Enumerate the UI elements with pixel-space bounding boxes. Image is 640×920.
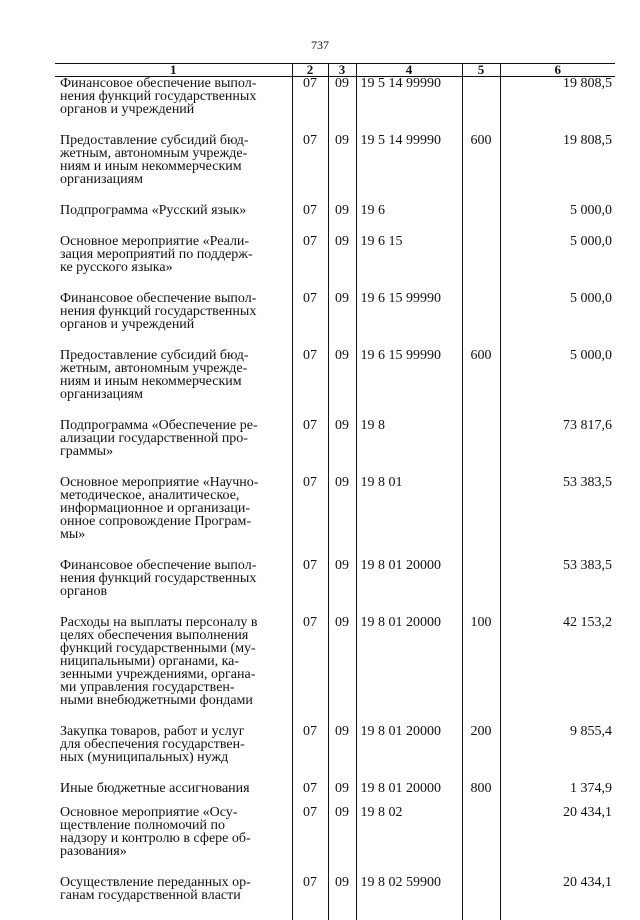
table-row xyxy=(55,419,615,476)
row-section-cell: 07 xyxy=(292,616,328,725)
header-col-5: 5 xyxy=(462,64,500,77)
row-name-cell: Финансовое обеспечение выпол- нения функций государственных органов и учреждений xyxy=(55,292,292,349)
row-subsection-cell: 09 xyxy=(328,806,356,876)
row-section-cell: 07 xyxy=(292,559,328,616)
row-expense-type-cell xyxy=(462,204,500,235)
row-expense-type-cell xyxy=(462,559,500,616)
row-expense-type-cell: 800 xyxy=(462,782,500,806)
row-subsection-cell: 09 xyxy=(328,77,356,135)
row-subsection-cell: 09 xyxy=(328,134,356,204)
table-row xyxy=(55,876,615,920)
row-target-code-cell: 19 8 xyxy=(356,419,462,476)
table-row xyxy=(55,476,615,559)
row-target-code-cell: 19 8 01 20000 xyxy=(356,782,462,806)
row-amount-cell: 73 817,6 xyxy=(500,419,615,476)
row-subsection-cell: 09 xyxy=(328,476,356,559)
row-expense-type-cell: 100 xyxy=(462,616,500,725)
row-section-cell: 07 xyxy=(292,204,328,235)
row-section-cell: 07 xyxy=(292,806,328,876)
row-target-code-cell: 19 8 01 20000 xyxy=(356,725,462,782)
row-amount-cell: 5 000,0 xyxy=(500,349,615,419)
table-row xyxy=(55,616,615,725)
row-target-code-cell: 19 8 01 xyxy=(356,476,462,559)
row-target-code-cell: 19 8 01 20000 xyxy=(356,616,462,725)
row-name-cell: Подпрограмма «Обеспечение ре- ализации государственной про- граммы» xyxy=(55,419,292,476)
row-name-cell: Основное мероприятие «Осу- ществление полномочий по надзору и контролю в сфере об- разования» xyxy=(55,806,292,876)
row-subsection-cell: 09 xyxy=(328,292,356,349)
table-row xyxy=(55,725,615,782)
row-name-cell: Расходы на выплаты персоналу в целях обеспечения выполнения функций государственными (му- ниципальными) органами, ка- зенными учреждениями, органа- ми управления государствен- ными внебюджетными фондами xyxy=(55,616,292,725)
row-subsection-cell: 09 xyxy=(328,235,356,292)
table-row xyxy=(55,134,615,204)
row-amount-cell: 19 808,5 xyxy=(500,134,615,204)
row-expense-type-cell xyxy=(462,235,500,292)
row-amount-cell: 19 808,5 xyxy=(500,77,615,135)
row-target-code-cell: 19 6 xyxy=(356,204,462,235)
row-name-cell: Подпрограмма «Русский язык» xyxy=(55,204,292,235)
row-expense-type-cell xyxy=(462,292,500,349)
row-subsection-cell: 09 xyxy=(328,616,356,725)
row-target-code-cell: 19 8 02 xyxy=(356,806,462,876)
row-target-code-cell: 19 5 14 99990 xyxy=(356,77,462,135)
row-amount-cell: 9 855,4 xyxy=(500,725,615,782)
row-amount-cell: 53 383,5 xyxy=(500,559,615,616)
row-expense-type-cell: 600 xyxy=(462,349,500,419)
row-name-cell: Иные бюджетные ассигнования xyxy=(55,782,292,806)
row-subsection-cell: 09 xyxy=(328,559,356,616)
row-amount-cell: 20 434,1 xyxy=(500,806,615,876)
row-section-cell: 07 xyxy=(292,292,328,349)
row-target-code-cell: 19 5 14 99990 xyxy=(356,134,462,204)
row-target-code-cell: 19 6 15 xyxy=(356,235,462,292)
header-col-6: 6 xyxy=(500,64,615,77)
row-target-code-cell: 19 8 01 20000 xyxy=(356,559,462,616)
header-col-3: 3 xyxy=(328,64,356,77)
table-row xyxy=(55,204,615,235)
page-number: 737 xyxy=(0,38,640,53)
row-target-code-cell: 19 8 02 59900 xyxy=(356,876,462,920)
table-row xyxy=(55,559,615,616)
row-expense-type-cell xyxy=(462,806,500,876)
row-expense-type-cell xyxy=(462,876,500,920)
row-expense-type-cell xyxy=(462,419,500,476)
row-amount-cell: 5 000,0 xyxy=(500,204,615,235)
row-expense-type-cell xyxy=(462,77,500,135)
table-row xyxy=(55,292,615,349)
table-row xyxy=(55,782,615,806)
row-name-cell: Основное мероприятие «Реали- зация мероприятий по поддерж- ке русского языка» xyxy=(55,235,292,292)
row-subsection-cell: 09 xyxy=(328,876,356,920)
row-section-cell: 07 xyxy=(292,134,328,204)
row-expense-type-cell: 200 xyxy=(462,725,500,782)
row-expense-type-cell xyxy=(462,476,500,559)
row-target-code-cell: 19 6 15 99990 xyxy=(356,292,462,349)
row-amount-cell: 5 000,0 xyxy=(500,292,615,349)
row-amount-cell: 1 374,9 xyxy=(500,782,615,806)
row-subsection-cell: 09 xyxy=(328,782,356,806)
row-subsection-cell: 09 xyxy=(328,419,356,476)
header-col-2: 2 xyxy=(292,64,328,77)
row-section-cell: 07 xyxy=(292,419,328,476)
row-amount-cell: 20 434,1 xyxy=(500,876,615,920)
row-target-code-cell: 19 6 15 99990 xyxy=(356,349,462,419)
header-col-1: 1 xyxy=(55,64,292,77)
row-name-cell: Финансовое обеспечение выпол- нения функций государственных органов xyxy=(55,559,292,616)
row-section-cell: 07 xyxy=(292,476,328,559)
row-section-cell: 07 xyxy=(292,782,328,806)
table-row xyxy=(55,77,615,135)
row-subsection-cell: 09 xyxy=(328,725,356,782)
table-row xyxy=(55,806,615,876)
row-name-cell: Осуществление переданных ор- ганам государственной власти xyxy=(55,876,292,920)
row-section-cell: 07 xyxy=(292,235,328,292)
row-name-cell: Основное мероприятие «Научно- методическое, аналитическое, информационное и организаци- онное сопровождение Програм- мы» xyxy=(55,476,292,559)
table-row xyxy=(55,235,615,292)
row-name-cell: Предоставление субсидий бюд- жетным, автономным учрежде- ниям и иным некоммерческим организациям xyxy=(55,134,292,204)
budget-table xyxy=(55,63,615,920)
row-subsection-cell: 09 xyxy=(328,349,356,419)
row-amount-cell: 5 000,0 xyxy=(500,235,615,292)
row-expense-type-cell: 600 xyxy=(462,134,500,204)
table-header-row xyxy=(55,64,615,77)
row-name-cell: Финансовое обеспечение выпол- нения функций государственных органов и учреждений xyxy=(55,77,292,135)
table-row xyxy=(55,349,615,419)
row-section-cell: 07 xyxy=(292,725,328,782)
table-body xyxy=(55,77,615,920)
row-subsection-cell: 09 xyxy=(328,204,356,235)
header-col-4: 4 xyxy=(356,64,462,77)
row-name-cell: Закупка товаров, работ и услуг для обеспечения государствен- ных (муниципальных) нужд xyxy=(55,725,292,782)
row-amount-cell: 42 153,2 xyxy=(500,616,615,725)
row-amount-cell: 53 383,5 xyxy=(500,476,615,559)
row-section-cell: 07 xyxy=(292,876,328,920)
row-section-cell: 07 xyxy=(292,77,328,135)
row-section-cell: 07 xyxy=(292,349,328,419)
row-name-cell: Предоставление субсидий бюд- жетным, автономным учрежде- ниям и иным некоммерческим организациям xyxy=(55,349,292,419)
